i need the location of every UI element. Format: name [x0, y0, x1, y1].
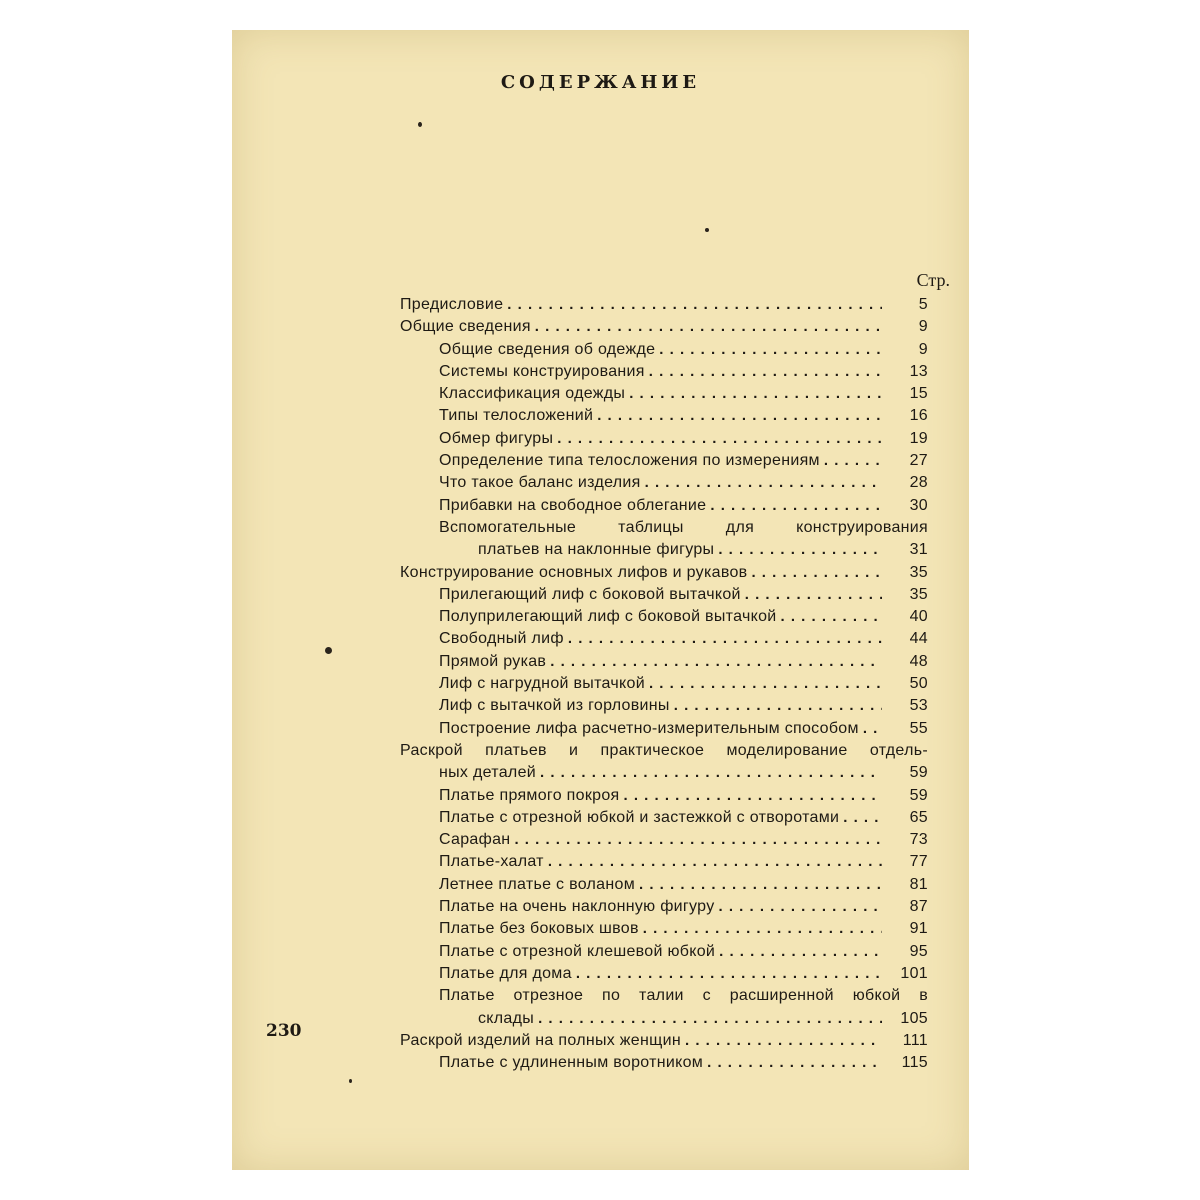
paper-speck [705, 228, 709, 232]
toc-entry [400, 562, 928, 584]
dot-leader [540, 762, 882, 784]
toc-entry-text: Сарафан [439, 831, 511, 849]
toc-entry [400, 539, 928, 561]
dot-leader [674, 695, 882, 717]
toc-entry-text: Предисловие [400, 296, 504, 313]
toc-entry-text-continued: платьев на наклонные фигуры [478, 541, 715, 559]
dot-leader [576, 963, 882, 985]
toc-entry-text: Определение типа телосложения по измерениям [439, 452, 820, 470]
dot-leader [557, 428, 882, 450]
toc-entry-text: Раскрой платьев и практическое моделирование отдель- [400, 741, 928, 759]
dot-leader [624, 785, 883, 807]
dot-leader [843, 807, 882, 829]
dot-leader [710, 495, 882, 517]
toc-entry [400, 963, 928, 985]
toc-page-number: 9 [918, 318, 928, 336]
toc-entry [400, 361, 928, 383]
toc-page-number: 81 [909, 875, 928, 893]
toc-entry-text: Системы конструирования [439, 362, 645, 380]
toc-entry [400, 896, 928, 918]
toc-entry [400, 762, 928, 784]
toc-entry-text: Общие сведения об одежде [439, 340, 656, 358]
dot-leader [639, 874, 882, 896]
page-column-label: Стр. [916, 270, 950, 290]
dot-leader [719, 941, 882, 963]
toc-entry-text: Платье с отрезной юбкой и застежкой с отворотами [439, 808, 840, 826]
toc-entry-text: Платье отрезное по талии с расширенной юбкой в [439, 987, 928, 1005]
toc-entry-text: Типы телосложений [439, 407, 594, 425]
toc-entry-text: Классификация одежды [439, 385, 626, 403]
toc-page-number: 101 [900, 964, 928, 982]
toc-entry-text: Полуприлегающий лиф с боковой вытачкой [439, 608, 777, 626]
paper-speck [418, 122, 422, 127]
toc-page-number: 31 [909, 541, 928, 559]
toc-entry-line [400, 740, 928, 762]
toc-entry-text: Общие сведения [400, 318, 531, 336]
toc-page-number: 16 [909, 407, 928, 425]
toc-page-number: 73 [909, 831, 928, 849]
toc-page-number: 35 [909, 585, 928, 603]
dot-leader [629, 383, 882, 405]
toc-page-number: 28 [909, 474, 928, 492]
toc-entry-text-continued: склады [478, 1009, 535, 1027]
toc-entry [400, 606, 928, 628]
toc-entry [400, 718, 928, 740]
table-of-contents [400, 294, 928, 1074]
toc-page-number: 115 [901, 1054, 928, 1072]
dot-leader [719, 896, 883, 918]
page-number: 230 [266, 1021, 302, 1041]
dot-leader [659, 339, 882, 361]
paper-speck [349, 1079, 352, 1083]
toc-entry-text: Прибавки на свободное облегание [439, 496, 707, 514]
toc-entry-text: Платье без боковых швов [439, 920, 639, 938]
toc-entry [400, 584, 928, 606]
toc-entry-text: Построение лифа расчетно-измерительным способом [439, 719, 859, 737]
toc-page-number: 40 [909, 608, 928, 626]
toc-entry-text: Платье-халат [439, 853, 544, 871]
toc-page-number: 59 [909, 786, 928, 804]
dot-leader [643, 918, 882, 940]
toc-page-number: 91 [909, 920, 928, 938]
toc-entry [400, 785, 928, 807]
toc-entry [400, 628, 928, 650]
dot-leader [535, 316, 882, 338]
dot-leader [514, 829, 882, 851]
dot-leader [781, 606, 882, 628]
toc-page-number: 30 [909, 496, 928, 514]
toc-entry [400, 294, 928, 316]
toc-entry-text: Конструирование основных лифов и рукавов [400, 563, 748, 581]
toc-entry [400, 851, 928, 873]
toc-entry [400, 383, 928, 405]
toc-page-number: 59 [909, 764, 928, 782]
toc-page-number: 48 [909, 652, 928, 670]
toc-entry [400, 472, 928, 494]
toc-entry-text: Вспомогательные таблицы для конструирования [439, 518, 928, 536]
toc-entry [400, 428, 928, 450]
toc-page-number: 87 [909, 898, 928, 916]
toc-page-number: 77 [909, 853, 928, 871]
toc-page-number: 19 [909, 429, 928, 447]
toc-entry [400, 695, 928, 717]
toc-page-number: 50 [909, 675, 928, 693]
toc-entry-text: Обмер фигуры [439, 429, 554, 447]
dot-leader [548, 851, 882, 873]
dot-leader [649, 361, 882, 383]
dot-leader [568, 628, 882, 650]
toc-entry [400, 673, 928, 695]
toc-entry [400, 918, 928, 940]
toc-page-number: 44 [909, 630, 928, 648]
toc-entry [400, 495, 928, 517]
toc-page-number: 27 [909, 452, 928, 470]
toc-entry-line [400, 985, 928, 1007]
dot-leader [507, 294, 882, 316]
toc-entry-text: Лиф с вытачкой из горловины [439, 697, 670, 715]
paper-speck [325, 647, 332, 654]
toc-page-number: 55 [909, 719, 928, 737]
toc-entry-text: Платье с отрезной клешевой юбкой [439, 942, 716, 960]
toc-entry-text: Прямой рукав [439, 652, 547, 670]
dot-leader [745, 584, 882, 606]
toc-entry [400, 829, 928, 851]
toc-page-number: 95 [909, 942, 928, 960]
toc-page-number: 111 [902, 1031, 928, 1049]
toc-entry-text: Раскрой изделий на полных женщин [400, 1031, 681, 1049]
dot-leader [707, 1052, 882, 1074]
dot-leader [649, 673, 882, 695]
toc-entry-line [400, 517, 928, 539]
dot-leader [550, 651, 882, 673]
toc-entry-text: Платье прямого покроя [439, 786, 620, 804]
toc-page-number: 53 [909, 697, 928, 715]
dot-leader [685, 1030, 882, 1052]
dot-leader [751, 562, 882, 584]
dot-leader [863, 718, 882, 740]
toc-entry-text-continued: ных деталей [439, 764, 537, 782]
toc-entry [400, 807, 928, 829]
toc-entry [400, 316, 928, 338]
toc-entry [400, 1052, 928, 1074]
toc-entry [400, 339, 928, 361]
toc-entry-text: Летнее платье с воланом [439, 875, 636, 893]
page-title: СОДЕРЖАНИЕ [500, 72, 701, 93]
dot-leader [645, 472, 882, 494]
toc-entry-text: Лиф с нагрудной вытачкой [439, 675, 645, 693]
dot-leader [824, 450, 882, 472]
toc-entry [400, 450, 928, 472]
toc-page-number: 13 [909, 362, 928, 380]
dot-leader [538, 1008, 882, 1030]
toc-page-number: 65 [909, 808, 928, 826]
toc-entry [400, 405, 928, 427]
toc-entry [400, 874, 928, 896]
toc-entry [400, 651, 928, 673]
toc-entry-text: Платье на очень наклонную фигуру [439, 898, 715, 916]
dot-leader [597, 405, 882, 427]
toc-entry-text: Прилегающий лиф с боковой вытачкой [439, 585, 741, 603]
toc-entry [400, 1008, 928, 1030]
book-page [232, 30, 969, 1170]
toc-entry-text: Платье для дома [439, 964, 572, 982]
dot-leader [718, 539, 882, 561]
toc-page-number: 35 [909, 563, 928, 581]
toc-page-number: 105 [900, 1009, 928, 1027]
toc-page-number: 9 [918, 340, 928, 358]
toc-entry [400, 1030, 928, 1052]
toc-entry-text: Что такое баланс изделия [439, 474, 641, 492]
toc-entry-text: Свободный лиф [439, 630, 564, 648]
toc-entry-text: Платье с удлиненным воротником [439, 1054, 704, 1072]
toc-page-number: 5 [918, 296, 928, 313]
toc-page-number: 15 [909, 385, 928, 403]
toc-entry [400, 941, 928, 963]
